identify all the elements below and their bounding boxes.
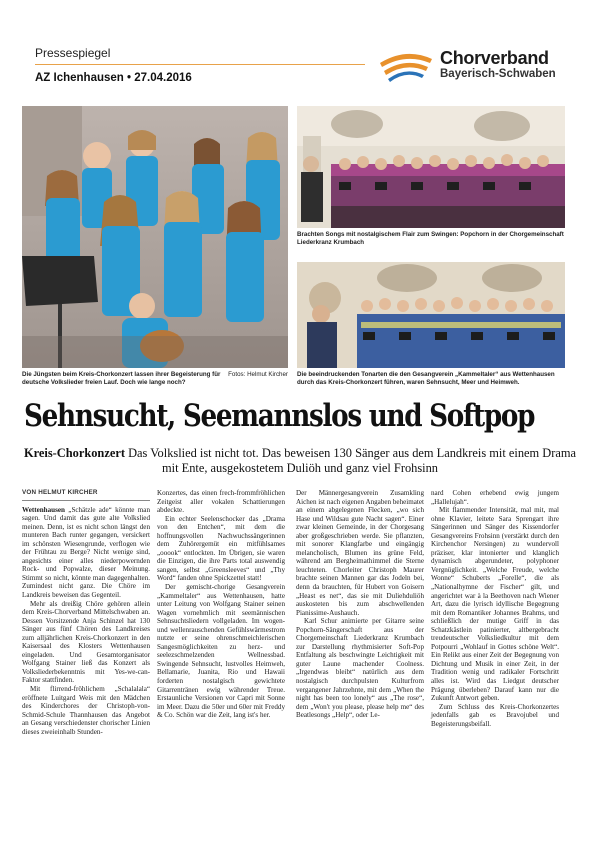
article-column-4 (431, 489, 559, 728)
article-paragraph (431, 489, 559, 506)
chorverband-logo-icon (376, 49, 436, 83)
article-paragraph (431, 703, 559, 729)
article-paragraph (157, 515, 285, 583)
article-column-3 (296, 489, 424, 720)
paragraph-text: Der Männergesangverein Zusamkling Aichen ist nach eigenen Angaben beheimatet an einem abgelegenen Flecken, „wo sich Hase und Wildsau gute Nacht sagen“. Einer zwar kleinen Gemeinde, in der Chorgesang aber großgeschrieben werde. Sie pflanzten, mit sonorer Klangfarbe und eingängig melancholisch, Blumen ins grüne Feld, während am Bergheimathimmel die Sterne leuchteten. Chorleiter Christoph Maurer brachte seinen Mannen gar das Jodeln bei, denn da brauchten, für Hubert von Goisern „Heast es net“, das sie mit Duliehduliöh auskosteten bis zum abschwellenden Pianissime-Aushauch. (296, 489, 424, 617)
photo-credit: Fotos: Helmut Kircher (228, 371, 288, 378)
article-paragraph (157, 489, 285, 515)
paragraph-text: Karl Schur animierte per Gitarre seine Popchorn-Sängerschaft aus der Chorgemeinschaft Liederkranz Krumbach zur Darstellung rhythmisierter Soft-Pop Entfaltung als beschwingte Leichtigkeit mit guter Laune machender Coolness. „Irgendwas bleibt“ natürlich aus dem nostalgisch durchpulsten Kulturfrom vergangener Jahrzehnte, mit dem „When the night has been too lonely“ aus „The rose“, dem „Won't you please, please help me“ des Beatlesongs „Help“, oder Le- (296, 617, 424, 720)
article-column-2 (157, 489, 285, 720)
article-paragraph (22, 685, 150, 736)
paragraph-text: Konzertes, das einen frech-frommfröhlichen Zeitgeist aller vokalen Schattierungen abdeckte. (157, 489, 285, 515)
pressespiegel-label: Pressespiegel (35, 46, 111, 60)
paragraph-text: Mit flirrend-fröhlichem „Schalalala“ eröffnete Luitgard Weis mit den Mädchen des Kinderchores der Christoph-von-Schmid-Schule Thannhausen das Angebot an Gesang verschiedenster chorischer Linien dieses zweieinhalb Stunden- (22, 685, 150, 736)
photo-popchorn-caption: Brachten Songs mit nostalgischem Flair zum Swingen: Popchorn in der Chorgemeinschaft Liederkranz Krumbach (297, 231, 564, 246)
paragraph-text: Ein echter Seelenschocker das „Drama von den Entchen“, mit dem die hoffnungsvollen Nachwuchssängerinnen dem Zuhörergemüt ein mitfühlsames „ooook“ entlockten. Im Übrigen, sie waren die Einzigen, die ihre Parts total auswendig sangen, selbst „Greensleeves“ und „Thy Word“ fanden ohne Spickzettel statt! (157, 514, 285, 583)
photo-kinderchor (22, 106, 288, 368)
article-paragraph (157, 583, 285, 720)
byline: VON HELMUT KIRCHER (22, 489, 150, 501)
paragraph-text: „Schätzle ade“ könnte man sagen. Und damit das gute alte Volkslied meinen. Denn, ist es nicht schon längst den munteren Bach runter gegangen, versickert im schönsten Wiesengrunde, verflogen wie der Frühtau zu Berge? Nicht wenige sind, angesichts einer alles niederpowernden Rock- und Popwalze, dieser Meinung. Stimmt so nicht, könnte man dagegenhalten. Zumindest nicht ganz. Die Chöre im Landkreis beweisen das Gegenteil. (22, 505, 150, 600)
article-column-1 (22, 489, 150, 736)
paragraph-text: Mehr als dreißig Chöre gehören allein dem Kreis-Chorverband Mittelschwaben an. Dessen Vorsitzende Anja Schinzel hat 130 Sänger aus fünf Chören des Landkreises zum alljährlichen Kreis-Chorkonzert in den Kaisersaal des Klosters Wettenhausen eingeladen. Und Gesamtorganisator Wolfgang Stainer ließ das Konzert als Volksliederbekenntnis mit Yes-we-can-Faktor stattfinden. (22, 599, 150, 685)
logo-title: Chorverband (440, 48, 549, 68)
article-paragraph (22, 600, 150, 685)
article-paragraph (296, 617, 424, 720)
logo-subtitle: Bayerisch-Schwaben (440, 68, 556, 80)
article-paragraph (431, 506, 559, 703)
article-subhead-text: Das Volkslied ist nicht tot. Das beweisen 130 Sänger aus dem Landkreis mit einem Drama mit Ente, ausgekostetem Duliöh und ganz viel Frohsinn (128, 446, 576, 475)
article-kicker: Kreis-Chorkonzert (24, 446, 125, 460)
article-subhead (24, 446, 576, 476)
photo-kinderchor-caption (22, 371, 288, 387)
dateline: Wettenhausen (22, 505, 65, 514)
paragraph-text: Der gemischt-chorige Gesangverein „Kammeltaler“ aus Wettenhausen, hatte unter Leitung von Wolfgang Stainer seinen Wagen vornehmlich mit seemännischen Sehnsuchtsliedern vollgeladen. Im wogen- und wellenrauschenden Gefühlswärmestrom nutzte er seine ohrenschmeichlerischen Sangesmöglichkeiten zu herz- und seelezschmelzenden Wellnessbad. Swingende Sehnsucht, lustvolles Heimweh, Bellamarie, Juanita, Rio und Hawaii forderten nostalgisch gewichtete Gitarrentränen ewig währender Treue. Erstaunliche Versionen vor Capri mit Sonne im Meer. Dazu die 50er und 60er mit Freddy & Co. Schön war die Zeit, lang ist's her. (157, 583, 285, 720)
article-paragraph (22, 506, 150, 600)
photo-kinderchor-caption-text: Die Jüngsten beim Kreis-Chorkonzert lassen ihrer Begeisterung für deutsche Volkslieder freien Lauf. Doch wie lange noch? (22, 371, 221, 386)
paragraph-text: Mit flammender Intensität, mal mit, mal ohne Klavier, leitete Sara Sprengart ihre Sängerinnen und Sänger des Kissendorfer Gesangvereins Frohsinn (verstärkt durch den Kirchenchor Nersingen) zu wundervoll präziser, klar intonierter und klanglich dynamisch abgerundeter, polyphoner Vergnüglichkeit. „Welche Freude, welche Wonne“ Schuberts „Forelle“, die als „Nationalhymne der Fischer“ gilt, und angerichtet war à la Beethoven nach Wiener Art, dazu die lyrisch idyllische Begegnung mit dem Romantiker Johannes Brahms, und schließlich der mutige Griff in das Schatzkästlein patinierter, altbergebracht treudeutscher Volksliedkultur mit dem Potpourri „Wohlauf in Gottes schöne Welt“. Ein Relikt aus einer Zeit der Begegnung von Dichtung und Musik in einer Zeit, in der Tradition wenig und radikaler Fortschritt alles ist. Wird das Liedgut deutscher Prägung überleben? Darauf kann nur die Zukunft Antwort geben. (431, 506, 559, 703)
source-date-line: AZ Ichenhausen • 27.04.2016 (35, 72, 192, 84)
paragraph-text: Zum Schluss des Kreis-Chorkonzertes jedenfalls gab es Bravojubel und Begeisterungsbeifall. (431, 702, 559, 728)
article-headline: Sehnsucht, Seemannslos und Softpop (24, 398, 535, 434)
photo-kammeltaler-caption: Die beeindruckenden Tonarten die den Gesangverein „Kammeltaler“ aus Wettenhausen durch das Kreis-Chorkonzert führen, waren Sehnsucht, Meer und Heimweh. (297, 371, 555, 386)
photo-kammeltaler (297, 262, 565, 368)
photo-popchorn (297, 106, 565, 228)
paragraph-text: nard Cohen erhebend ewig jungem „Hallelujah“. (431, 489, 559, 506)
article-paragraph (296, 489, 424, 617)
header-divider (35, 64, 365, 65)
